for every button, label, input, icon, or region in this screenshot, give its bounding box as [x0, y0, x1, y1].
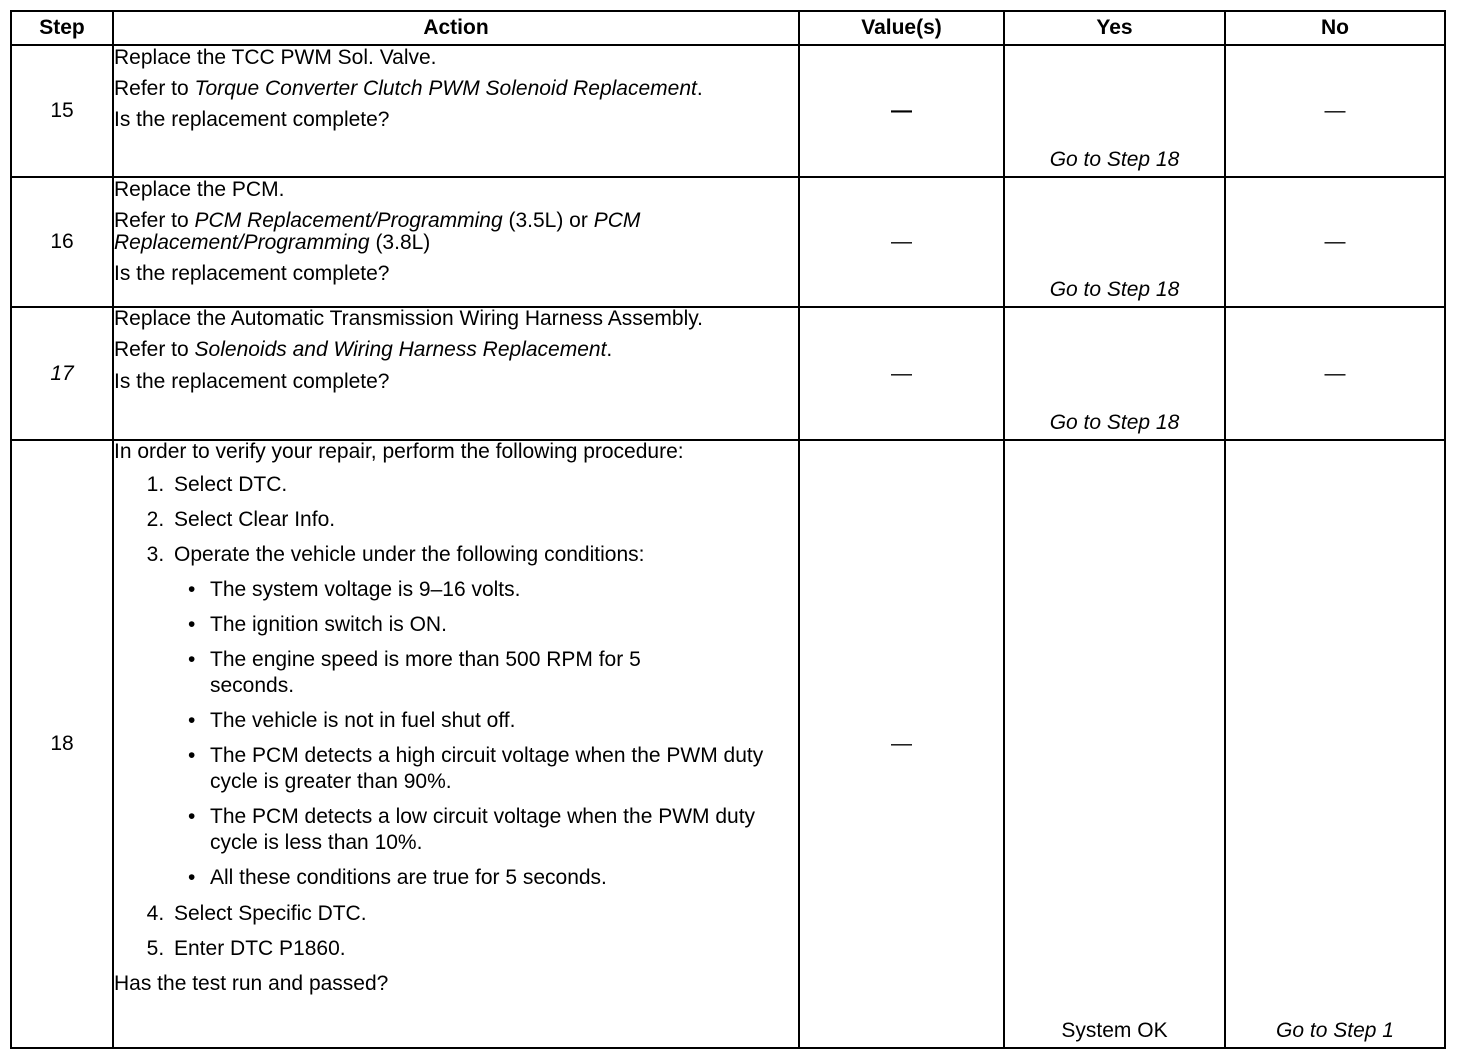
- procedure-step: 3. Operate the vehicle under the following conditions: • The system voltage is 9–16 volts. • The ignition switch is ON. • The engine speed is more than 500 RPM for 5 seconds. • The vehicle is not in fuel shut off. • The PCM detects a high circuit voltage when the PWM duty cycle is greater than 90%. • The PCM detects a low circuit voltage when the PWM duty cycle is less than 10%. • All these conditions are true for 5 seconds.: [170, 543, 798, 891]
- action-cell: [113, 177, 799, 307]
- no-dash: —: [1324, 99, 1346, 122]
- table-row-step-15: [11, 45, 1445, 177]
- procedure-steps: [114, 473, 798, 961]
- header-action: Action: [113, 11, 799, 45]
- no-goto: Go to Step 1: [1276, 1019, 1394, 1042]
- action-question: Is the replacement complete?: [114, 370, 390, 393]
- action-cell: [113, 45, 799, 177]
- action-reference: Refer to PCM Replacement/Programming (3.5L) or PCM Replacement/Programming (3.8L): [114, 209, 641, 254]
- no-dash: —: [1324, 230, 1346, 253]
- table-row-step-17: [11, 307, 1445, 440]
- yes-goto: Go to Step 18: [1049, 411, 1180, 434]
- condition-item: • The system voltage is 9–16 volts.: [188, 578, 521, 601]
- value-dash: —: [891, 361, 912, 385]
- procedure-step: 4. Select Specific DTC.: [170, 902, 798, 926]
- action-instruction: Replace the PCM.: [114, 178, 285, 201]
- bullet-icon: •: [188, 578, 196, 601]
- action-cell: [113, 440, 799, 1048]
- bullet-icon: •: [188, 709, 196, 732]
- value-cell: [799, 440, 1004, 1048]
- table-row-step-16: [11, 177, 1445, 307]
- action-intro: In order to verify your repair, perform the following procedure:: [114, 440, 684, 463]
- step-number: 17: [11, 307, 113, 440]
- procedure-step: 1. Select DTC.: [170, 473, 798, 497]
- header-yes: Yes: [1004, 11, 1225, 45]
- reference-link: PCM Replacement/Programming: [194, 209, 503, 232]
- no-cell: [1225, 307, 1445, 440]
- action-cell: [113, 307, 799, 440]
- action-reference: Refer to Torque Converter Clutch PWM Solenoid Replacement.: [114, 77, 703, 100]
- step-number: 16: [11, 177, 113, 307]
- action-question: Has the test run and passed?: [114, 972, 389, 995]
- header-no: No: [1225, 11, 1445, 45]
- header-values: Value(s): [799, 11, 1004, 45]
- condition-item: • The ignition switch is ON.: [188, 613, 447, 636]
- action-reference: Refer to Solenoids and Wiring Harness Replacement.: [114, 338, 613, 361]
- reference-link: Solenoids and Wiring Harness Replacement: [194, 338, 607, 361]
- reference-link: PCM Replacement/Programming: [114, 209, 641, 254]
- procedure-step: 5. Enter DTC P1860.: [170, 937, 798, 961]
- condition-item: • The engine speed is more than 500 RPM for 5 seconds.: [188, 648, 641, 697]
- yes-goto: Go to Step 18: [1049, 148, 1180, 171]
- yes-cell: [1004, 45, 1225, 177]
- bullet-icon: •: [188, 613, 196, 636]
- step-number: 18: [11, 440, 113, 1048]
- action-instruction: Replace the TCC PWM Sol. Valve.: [114, 46, 437, 69]
- no-cell: [1225, 45, 1445, 177]
- value-cell: [799, 45, 1004, 177]
- yes-goto: Go to Step 18: [1049, 278, 1180, 301]
- bullet-icon: •: [188, 866, 196, 889]
- action-question: Is the replacement complete?: [114, 262, 390, 285]
- yes-result: System OK: [1061, 1019, 1168, 1042]
- bullet-icon: •: [188, 744, 196, 767]
- value-dash: —: [891, 230, 912, 253]
- yes-cell: [1004, 177, 1225, 307]
- condition-item: • All these conditions are true for 5 seconds.: [188, 866, 607, 889]
- no-dash: —: [1324, 361, 1346, 385]
- action-question: Is the replacement complete?: [114, 108, 390, 131]
- conditions-list: [174, 577, 798, 891]
- table-row-step-18: [11, 440, 1445, 1048]
- procedure-step: 2. Select Clear Info.: [170, 508, 798, 532]
- condition-item: • The PCM detects a low circuit voltage when the PWM duty cycle is less than 10%.: [188, 805, 756, 854]
- bullet-icon: •: [188, 648, 196, 671]
- header-row: [11, 11, 1445, 45]
- condition-item: • The PCM detects a high circuit voltage when the PWM duty cycle is greater than 90%.: [188, 744, 764, 793]
- header-step: Step: [11, 11, 113, 45]
- no-cell: [1225, 440, 1445, 1048]
- step-number: 15: [11, 45, 113, 177]
- yes-cell: [1004, 307, 1225, 440]
- bullet-icon: •: [188, 805, 196, 828]
- diagnostic-table: [10, 10, 1446, 1049]
- condition-item: • The vehicle is not in fuel shut off.: [188, 709, 516, 732]
- value-cell: [799, 307, 1004, 440]
- value-cell: [799, 177, 1004, 307]
- yes-cell: [1004, 440, 1225, 1048]
- action-instruction: Replace the Automatic Transmission Wiring Harness Assembly.: [114, 307, 704, 330]
- no-cell: [1225, 177, 1445, 307]
- value-dash: —: [891, 732, 912, 755]
- reference-link: Torque Converter Clutch PWM Solenoid Replacement: [194, 77, 697, 100]
- value-dash: —: [891, 99, 912, 122]
